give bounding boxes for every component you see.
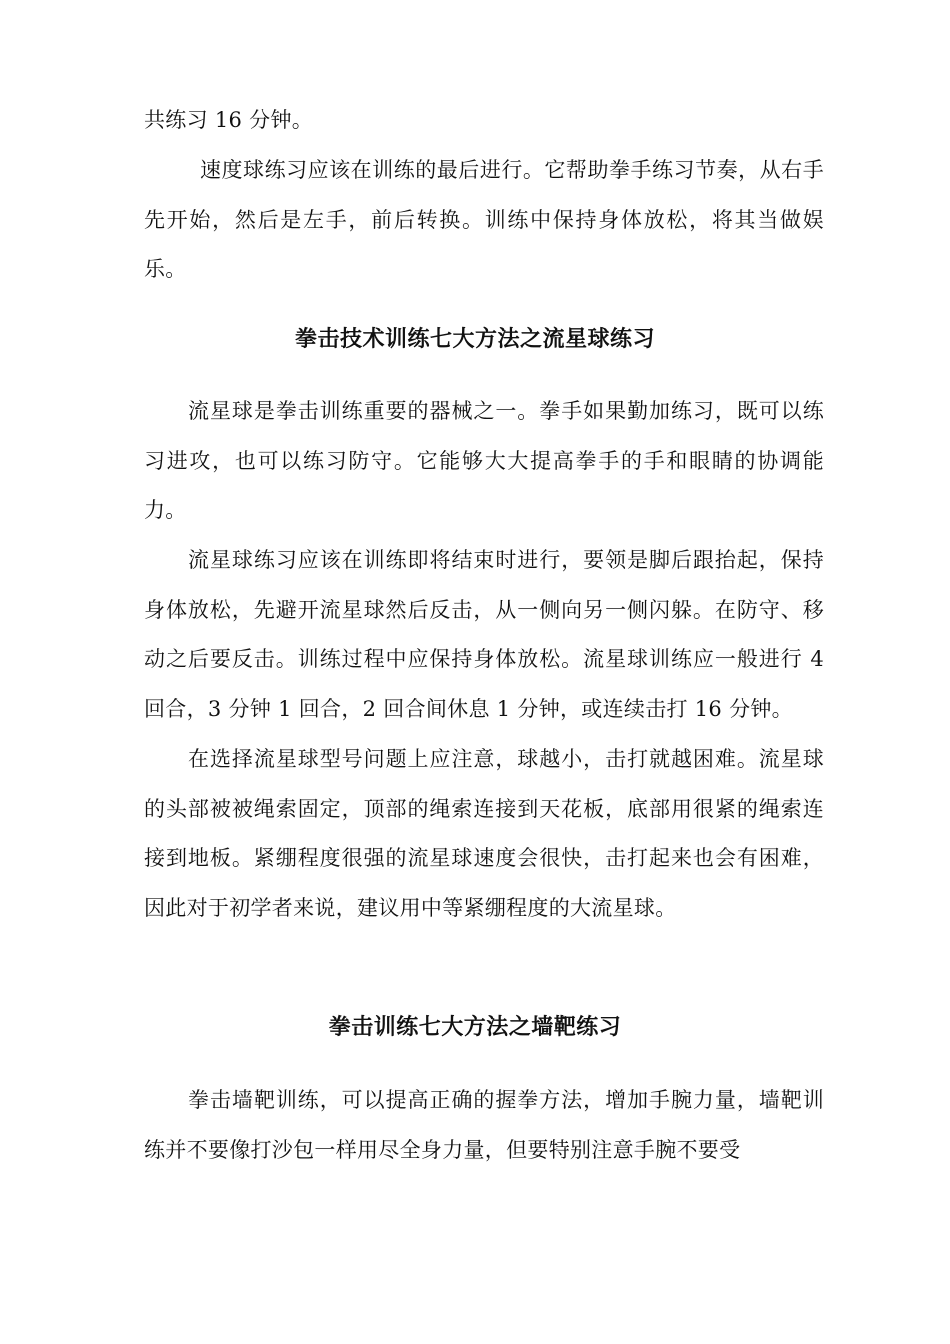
paragraph-wall-target-intro: 拳击墙靶训练，可以提高正确的握拳方法，增加手腕力量，墙靶训练并不要像打沙包一样用尽全身力量，但要特别注意手腕不要受 bbox=[144, 1088, 824, 1162]
section-heading-wall-target: 拳击训练七大方法之墙靶练习 bbox=[328, 1015, 622, 1040]
paragraph-meteor-ball-intro: 流星球是拳击训练重要的器械之一。拳手如果勤加练习，既可以练习进攻，也可以练习防守。它能够大大提高拳手的手和眼睛的协调能力。 bbox=[144, 399, 824, 522]
section-heading-meteor-ball: 拳击技术训练七大方法之流星球练习 bbox=[294, 327, 655, 352]
paragraph-intro-tail: 共练习 16 分钟。 bbox=[144, 108, 314, 132]
paragraph-meteor-ball-selection: 在选择流星球型号问题上应注意，球越小，击打就越困难。流星球的头部被被绳索固定，顶部的绳索连接到天花板，底部用很紧的绳索连接到地板。紧绷程度很强的流星球速度会很快，击打起来也会有困难，因此对于初学者来说，建议用中等紧绷程度的大流星球。 bbox=[144, 747, 824, 920]
paragraph-meteor-ball-method: 流星球练习应该在训练即将结束时进行，要领是脚后跟抬起，保持身体放松，先避开流星球然后反击，从一侧向另一侧闪躲。在防守、移动之后要反击。训练过程中应保持身体放松。流星球训练应一般进行 4 回合，3 分钟 1 回合，2 回合间休息 1 分钟，或连续击打 16 分钟。 bbox=[144, 548, 824, 721]
paragraph-speedball: 速度球练习应该在训练的最后进行。它帮助拳手练习节奏，从右手先开始，然后是左手，前后转换。训练中保持身体放松，将其当做娱乐。 bbox=[144, 158, 824, 281]
